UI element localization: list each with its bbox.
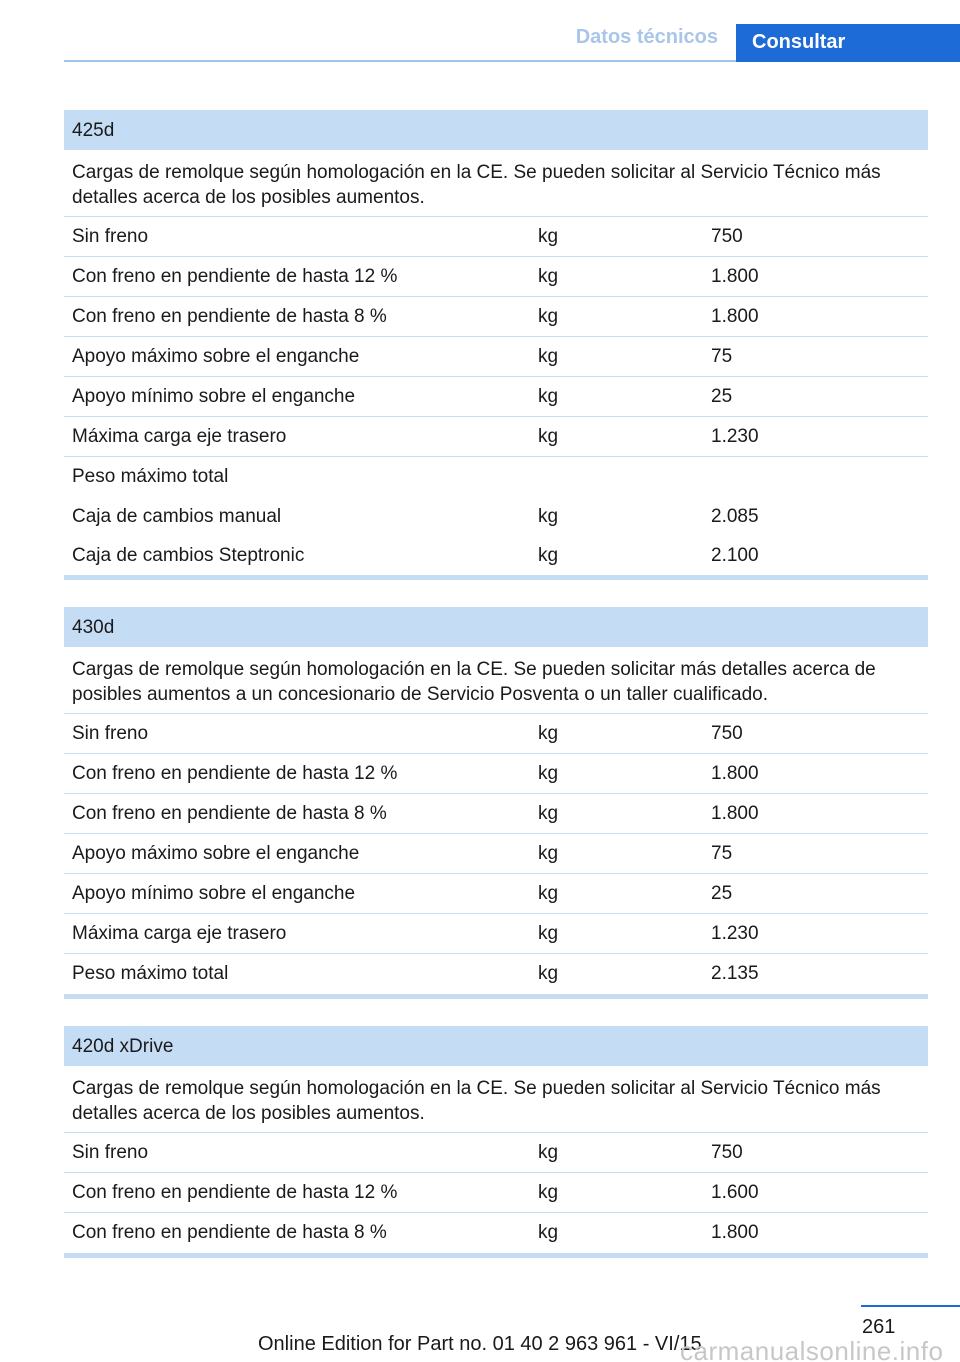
- row-value: 750: [711, 225, 743, 247]
- section-title[interactable]: Datos técnicos: [575, 26, 718, 48]
- row-unit: kg: [538, 544, 559, 566]
- row-label: Apoyo máximo sobre el enganche: [72, 842, 360, 864]
- row-unit: kg: [538, 505, 559, 527]
- row-value: 75: [711, 345, 733, 367]
- row-unit: kg: [538, 882, 559, 904]
- row-unit: kg: [538, 425, 559, 447]
- row-value: 2.100: [711, 544, 759, 566]
- row-unit: kg: [538, 1222, 559, 1243]
- row-unit: kg: [538, 722, 559, 744]
- row-value: 1.600: [711, 1181, 759, 1203]
- row-label: Apoyo mínimo sobre el enganche: [72, 882, 356, 904]
- table-row: [64, 914, 928, 954]
- edition-footer: Online Edition for Part no. 01 40 2 963 961 - VI/15: [258, 1333, 702, 1355]
- row-value: 1.800: [711, 762, 759, 784]
- row-value: 75: [711, 842, 733, 864]
- row-value: 1.800: [711, 1222, 759, 1243]
- table-row: [64, 337, 928, 377]
- row-label: Caja de cambios Steptronic: [72, 544, 305, 566]
- row-value: 750: [711, 722, 743, 744]
- row-label: Sin freno: [72, 1141, 149, 1163]
- row-unit: kg: [538, 842, 559, 864]
- page-number-rule: [861, 1305, 960, 1307]
- row-label: Máxima carga eje trasero: [72, 425, 287, 447]
- row-value: 1.230: [711, 425, 759, 447]
- row-label: Con freno en pendiente de hasta 12 %: [72, 762, 398, 784]
- table-bottom-bar: [64, 1253, 928, 1258]
- table-row: [64, 257, 928, 297]
- row-label: Con freno en pendiente de hasta 8 %: [72, 802, 387, 824]
- table-row: [64, 217, 928, 257]
- table-row: [64, 297, 928, 337]
- row-value: 1.230: [711, 922, 759, 944]
- row-value: 1.800: [711, 305, 759, 327]
- row-unit: kg: [538, 225, 559, 247]
- row-label: Apoyo máximo sobre el enganche: [72, 345, 360, 367]
- table-row: [64, 754, 928, 794]
- row-value: 2.135: [711, 963, 759, 984]
- table-bottom-bar: [64, 994, 928, 999]
- table-description: Cargas de remolque según homologación en la CE. Se pueden solicitar al Servicio Técnico más detalles acerca de los posibles aumentos.: [64, 150, 928, 217]
- table-description: Cargas de remolque según homologación en la CE. Se pueden solicitar más detalles acerca de posibles aumentos a un concesionario de Servicio Posventa o un taller cualificado.: [64, 647, 928, 714]
- row-label: Máxima carga eje trasero: [72, 922, 287, 944]
- table-description: Cargas de remolque según homologación en la CE. Se pueden solicitar al Servicio Técnico más detalles acerca de los posibles aumentos.: [64, 1066, 928, 1133]
- row-label: Apoyo mínimo sobre el enganche: [72, 385, 356, 407]
- table-row: [64, 954, 928, 994]
- row-label: Sin freno: [72, 722, 149, 744]
- table-title: 430d: [64, 607, 928, 647]
- row-label: Peso máximo total: [72, 963, 229, 984]
- table-row: [64, 377, 928, 417]
- row-value: 1.800: [711, 265, 759, 287]
- table-row: [64, 417, 928, 457]
- row-label: Sin freno: [72, 225, 149, 247]
- table-row: [64, 714, 928, 754]
- group-heading-row: [64, 457, 928, 497]
- table-row: [64, 1213, 928, 1253]
- table-row: [64, 1133, 928, 1173]
- row-unit: kg: [538, 1181, 559, 1203]
- group-label: Peso máximo total: [72, 466, 229, 487]
- table-row: [64, 874, 928, 914]
- row-unit: kg: [538, 1141, 559, 1163]
- row-unit: kg: [538, 385, 559, 407]
- consultar-tab[interactable]: Consultar: [736, 24, 960, 62]
- table-row: [64, 497, 928, 536]
- towing-table-430d: [64, 607, 928, 999]
- row-unit: kg: [538, 963, 559, 984]
- table-title: 420d xDrive: [64, 1026, 928, 1066]
- row-label: Caja de cambios manual: [72, 505, 282, 527]
- row-value: 25: [711, 882, 733, 904]
- table-title: 425d: [64, 110, 928, 150]
- row-unit: kg: [538, 922, 559, 944]
- row-label: Con freno en pendiente de hasta 12 %: [72, 1181, 398, 1203]
- table-row: [64, 1173, 928, 1213]
- row-unit: kg: [538, 345, 559, 367]
- row-label: Con freno en pendiente de hasta 8 %: [72, 305, 387, 327]
- row-value: 2.085: [711, 505, 759, 527]
- table-bottom-bar: [64, 575, 928, 580]
- row-value: 1.800: [711, 802, 759, 824]
- row-unit: kg: [538, 802, 559, 824]
- row-unit: kg: [538, 265, 559, 287]
- page-number: 261: [862, 1316, 896, 1338]
- row-unit: kg: [538, 762, 559, 784]
- row-value: 25: [711, 385, 733, 407]
- watermark: carmanualsonline.info: [680, 1336, 944, 1362]
- towing-table-425d: [64, 110, 928, 580]
- row-unit: kg: [538, 305, 559, 327]
- towing-table-420d-xdrive: [64, 1026, 928, 1258]
- table-row: [64, 794, 928, 834]
- row-label: Con freno en pendiente de hasta 8 %: [72, 1222, 387, 1243]
- table-row: [64, 536, 928, 575]
- table-row: [64, 834, 928, 874]
- row-value: 750: [711, 1141, 743, 1163]
- row-label: Con freno en pendiente de hasta 12 %: [72, 265, 398, 287]
